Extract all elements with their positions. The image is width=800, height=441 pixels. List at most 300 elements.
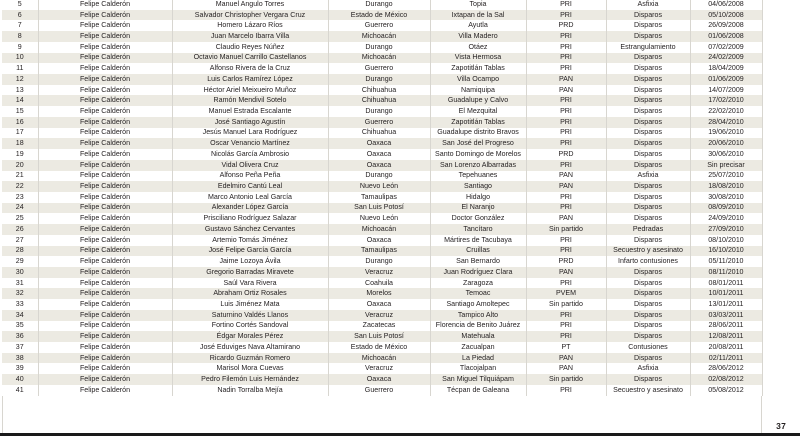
table-row: [2, 374, 762, 385]
table-row: [2, 363, 762, 374]
cell-party: PRI: [526, 160, 606, 171]
cell-date: 25/07/2010: [690, 171, 762, 182]
cell-date: 08/01/2011: [690, 278, 762, 289]
cell-date: 05/11/2010: [690, 256, 762, 267]
cell-municipality: Tancítaro: [430, 224, 526, 235]
cell-state: Durango: [328, 106, 430, 117]
cell-president: Felipe Calderón: [38, 20, 172, 31]
cell-state: Oaxaca: [328, 138, 430, 149]
cell-president: Felipe Calderón: [38, 63, 172, 74]
cell-state: Oaxaca: [328, 374, 430, 385]
table-row: [2, 256, 762, 267]
cell-president: Felipe Calderón: [38, 128, 172, 139]
cell-date: 05/08/2012: [690, 385, 762, 396]
cell-date: 19/06/2010: [690, 128, 762, 139]
cell-state: Veracruz: [328, 363, 430, 374]
cell-president: Felipe Calderón: [38, 310, 172, 321]
cell-victim-name: Saturnino Valdés Llanos: [172, 310, 328, 321]
cell-victim-name: José Felipe García García: [172, 246, 328, 257]
cell-president: Felipe Calderón: [38, 331, 172, 342]
cell-municipality: Tampico Alto: [430, 310, 526, 321]
cell-row-number: 9: [2, 42, 38, 53]
cell-row-number: 16: [2, 117, 38, 128]
cell-row-number: 36: [2, 331, 38, 342]
cell-party: PAN: [526, 267, 606, 278]
cell-party: PRI: [526, 192, 606, 203]
cell-date: 28/04/2010: [690, 117, 762, 128]
cell-victim-name: José Santiago Agustín: [172, 117, 328, 128]
cell-row-number: 18: [2, 138, 38, 149]
cell-cause-of-death: Disparos: [606, 321, 690, 332]
cell-victim-name: Nadin Torralba Mejía: [172, 385, 328, 396]
cell-row-number: 41: [2, 385, 38, 396]
table-row: [2, 95, 762, 106]
homicides-data-table: [2, 0, 763, 396]
cell-row-number: 33: [2, 299, 38, 310]
cell-date: 13/01/2011: [690, 299, 762, 310]
cell-president: Felipe Calderón: [38, 181, 172, 192]
cell-party: PRI: [526, 95, 606, 106]
cell-row-number: 40: [2, 374, 38, 385]
cell-cause-of-death: Disparos: [606, 53, 690, 64]
cell-victim-name: Octavio Manuel Carrillo Castellanos: [172, 53, 328, 64]
cell-row-number: 38: [2, 353, 38, 364]
cell-date: 26/09/2008: [690, 20, 762, 31]
cell-date: 30/06/2010: [690, 149, 762, 160]
cell-cause-of-death: Disparos: [606, 310, 690, 321]
table-row: [2, 181, 762, 192]
cell-president: Felipe Calderón: [38, 224, 172, 235]
cell-row-number: 17: [2, 128, 38, 139]
cell-municipality: Zapotitlán Tablas: [430, 117, 526, 128]
table-row: [2, 10, 762, 21]
table-row: [2, 128, 762, 139]
cell-state: Durango: [328, 42, 430, 53]
cell-date: 30/08/2010: [690, 192, 762, 203]
cell-party: PRI: [526, 203, 606, 214]
cell-municipality: Villa Ocampo: [430, 74, 526, 85]
cell-municipality: Vista Hermosa: [430, 53, 526, 64]
cell-cause-of-death: Disparos: [606, 192, 690, 203]
cell-party: PRI: [526, 63, 606, 74]
cell-date: 18/04/2009: [690, 63, 762, 74]
cell-date: 08/09/2010: [690, 203, 762, 214]
cell-victim-name: Alfonso Peña Peña: [172, 171, 328, 182]
cell-party: PRI: [526, 385, 606, 396]
cell-state: Oaxaca: [328, 149, 430, 160]
cell-victim-name: Ramón Mendivil Sotelo: [172, 95, 328, 106]
cell-victim-name: Artemio Tomás Jiménez: [172, 235, 328, 246]
cell-victim-name: Salvador Christopher Vergara Cruz: [172, 10, 328, 21]
cell-row-number: 19: [2, 149, 38, 160]
cell-party: PVEM: [526, 288, 606, 299]
cell-cause-of-death: Disparos: [606, 74, 690, 85]
cell-president: Felipe Calderón: [38, 385, 172, 396]
cell-state: Tamaulipas: [328, 246, 430, 257]
cell-municipality: Villa Madero: [430, 31, 526, 42]
cell-municipality: Tlacojalpan: [430, 363, 526, 374]
cell-party: PAN: [526, 213, 606, 224]
cell-state: Oaxaca: [328, 235, 430, 246]
cell-party: PRD: [526, 149, 606, 160]
cell-row-number: 34: [2, 310, 38, 321]
cell-municipality: San Miguel Tilquiápam: [430, 374, 526, 385]
cell-date: 16/10/2010: [690, 246, 762, 257]
cell-cause-of-death: Disparos: [606, 353, 690, 364]
cell-row-number: 27: [2, 235, 38, 246]
cell-state: Veracruz: [328, 267, 430, 278]
table-row: [2, 53, 762, 64]
cell-cause-of-death: Estrangulamiento: [606, 42, 690, 53]
cell-cause-of-death: Disparos: [606, 95, 690, 106]
page-bottom-rule: [0, 433, 800, 436]
cell-date: 27/09/2010: [690, 224, 762, 235]
cell-victim-name: Jaime Lozoya Ávila: [172, 256, 328, 267]
table-row: [2, 0, 762, 10]
cell-municipality: Topia: [430, 0, 526, 10]
cell-victim-name: Jesús Manuel Lara Rodríguez: [172, 128, 328, 139]
cell-date: 24/09/2010: [690, 213, 762, 224]
table-row: [2, 235, 762, 246]
cell-state: Durango: [328, 171, 430, 182]
cell-row-number: 32: [2, 288, 38, 299]
cell-president: Felipe Calderón: [38, 299, 172, 310]
cell-date: 18/08/2010: [690, 181, 762, 192]
cell-date: 03/03/2011: [690, 310, 762, 321]
cell-victim-name: Saúl Vara Rivera: [172, 278, 328, 289]
cell-state: Guerrero: [328, 117, 430, 128]
cell-cause-of-death: Disparos: [606, 203, 690, 214]
cell-cause-of-death: Disparos: [606, 267, 690, 278]
cell-state: Michoacán: [328, 53, 430, 64]
cell-party: PRI: [526, 235, 606, 246]
cell-date: 08/10/2010: [690, 235, 762, 246]
cell-president: Felipe Calderón: [38, 31, 172, 42]
cell-date: 07/02/2009: [690, 42, 762, 53]
table-row: [2, 138, 762, 149]
cell-state: Chihuahua: [328, 85, 430, 96]
cell-date: 02/08/2012: [690, 374, 762, 385]
cell-date: 28/06/2012: [690, 363, 762, 374]
cell-municipality: Santiago Amoltepec: [430, 299, 526, 310]
cell-state: Guerrero: [328, 385, 430, 396]
table-row: [2, 353, 762, 364]
cell-president: Felipe Calderón: [38, 95, 172, 106]
cell-cause-of-death: Disparos: [606, 63, 690, 74]
cell-municipality: Juan Rodríguez Clara: [430, 267, 526, 278]
table-row: [2, 342, 762, 353]
cell-row-number: 28: [2, 246, 38, 257]
cell-municipality: Cruillas: [430, 246, 526, 257]
cell-cause-of-death: Disparos: [606, 181, 690, 192]
cell-row-number: 11: [2, 63, 38, 74]
cell-party: PRI: [526, 138, 606, 149]
table-row: [2, 246, 762, 257]
cell-row-number: 24: [2, 203, 38, 214]
cell-date: 28/06/2011: [690, 321, 762, 332]
cell-row-number: 14: [2, 95, 38, 106]
cell-president: Felipe Calderón: [38, 160, 172, 171]
table-row: [2, 192, 762, 203]
cell-state: Veracruz: [328, 310, 430, 321]
cell-cause-of-death: Disparos: [606, 213, 690, 224]
cell-date: 01/06/2008: [690, 31, 762, 42]
cell-date: 24/02/2009: [690, 53, 762, 64]
cell-cause-of-death: Disparos: [606, 10, 690, 21]
cell-victim-name: Édgar Morales Pérez: [172, 331, 328, 342]
cell-municipality: Matehuala: [430, 331, 526, 342]
cell-victim-name: Ricardo Guzmán Romero: [172, 353, 328, 364]
table-row: [2, 160, 762, 171]
table-row: [2, 288, 762, 299]
table-row: [2, 31, 762, 42]
cell-president: Felipe Calderón: [38, 321, 172, 332]
cell-party: PRI: [526, 128, 606, 139]
cell-date: 14/07/2009: [690, 85, 762, 96]
cell-date: Sin precisar: [690, 160, 762, 171]
cell-municipality: Guadalupe y Calvo: [430, 95, 526, 106]
cell-state: Estado de México: [328, 10, 430, 21]
cell-municipality: San Lorenzo Albarradas: [430, 160, 526, 171]
cell-president: Felipe Calderón: [38, 278, 172, 289]
cell-party: PRI: [526, 42, 606, 53]
cell-row-number: 7: [2, 20, 38, 31]
cell-municipality: Otáez: [430, 42, 526, 53]
cell-victim-name: Fortino Cortés Sandoval: [172, 321, 328, 332]
cell-municipality: Zacualpan: [430, 342, 526, 353]
cell-row-number: 37: [2, 342, 38, 353]
cell-row-number: 12: [2, 74, 38, 85]
cell-municipality: El Mezquital: [430, 106, 526, 117]
cell-row-number: 31: [2, 278, 38, 289]
cell-victim-name: Oscar Venancio Martínez: [172, 138, 328, 149]
cell-municipality: Zaragoza: [430, 278, 526, 289]
cell-cause-of-death: Disparos: [606, 31, 690, 42]
cell-municipality: Hidalgo: [430, 192, 526, 203]
cell-president: Felipe Calderón: [38, 42, 172, 53]
cell-president: Felipe Calderón: [38, 374, 172, 385]
cell-president: Felipe Calderón: [38, 192, 172, 203]
table-row: [2, 117, 762, 128]
cell-victim-name: Héctor Ariel Meixueiro Muñoz: [172, 85, 328, 96]
cell-president: Felipe Calderón: [38, 203, 172, 214]
cell-president: Felipe Calderón: [38, 149, 172, 160]
cell-cause-of-death: Disparos: [606, 138, 690, 149]
cell-president: Felipe Calderón: [38, 246, 172, 257]
cell-date: 10/01/2011: [690, 288, 762, 299]
cell-state: Durango: [328, 74, 430, 85]
cell-party: Sin partido: [526, 299, 606, 310]
cell-municipality: Zapotitlán Tablas: [430, 63, 526, 74]
cell-row-number: 21: [2, 171, 38, 182]
cell-party: PRI: [526, 53, 606, 64]
cell-victim-name: Vidal Olivera Cruz: [172, 160, 328, 171]
cell-victim-name: Alfonso Rivera de la Cruz: [172, 63, 328, 74]
cell-president: Felipe Calderón: [38, 0, 172, 10]
cell-president: Felipe Calderón: [38, 53, 172, 64]
cell-state: Chihuahua: [328, 95, 430, 106]
cell-party: Sin partido: [526, 224, 606, 235]
cell-party: PAN: [526, 74, 606, 85]
cell-president: Felipe Calderón: [38, 117, 172, 128]
cell-state: San Luis Potosí: [328, 203, 430, 214]
cell-row-number: 29: [2, 256, 38, 267]
table-row: [2, 267, 762, 278]
cell-municipality: Tepehuanes: [430, 171, 526, 182]
cell-date: 20/06/2010: [690, 138, 762, 149]
cell-party: PRI: [526, 321, 606, 332]
cell-party: PAN: [526, 181, 606, 192]
cell-state: Michoacán: [328, 224, 430, 235]
cell-party: PRI: [526, 31, 606, 42]
cell-victim-name: Luis Jiménez Mata: [172, 299, 328, 310]
cell-president: Felipe Calderón: [38, 106, 172, 117]
cell-municipality: Santiago: [430, 181, 526, 192]
cell-party: PT: [526, 342, 606, 353]
cell-municipality: Doctor González: [430, 213, 526, 224]
cell-president: Felipe Calderón: [38, 267, 172, 278]
table-row: [2, 203, 762, 214]
cell-municipality: San José del Progreso: [430, 138, 526, 149]
table-row: [2, 42, 762, 53]
cell-president: Felipe Calderón: [38, 256, 172, 267]
page-number: 37: [776, 421, 786, 431]
cell-cause-of-death: Pedradas: [606, 224, 690, 235]
cell-cause-of-death: Disparos: [606, 106, 690, 117]
cell-state: Chihuahua: [328, 128, 430, 139]
cell-row-number: 8: [2, 31, 38, 42]
cell-victim-name: José Eduviges Nava Altamirano: [172, 342, 328, 353]
cell-party: PRI: [526, 246, 606, 257]
cell-party: PRD: [526, 256, 606, 267]
cell-cause-of-death: Disparos: [606, 160, 690, 171]
cell-cause-of-death: Disparos: [606, 235, 690, 246]
cell-cause-of-death: Disparos: [606, 128, 690, 139]
cell-victim-name: Juan Marcelo Ibarra Villa: [172, 31, 328, 42]
cell-cause-of-death: Disparos: [606, 299, 690, 310]
cell-cause-of-death: Asfixia: [606, 171, 690, 182]
cell-municipality: Ayutla: [430, 20, 526, 31]
cell-cause-of-death: Disparos: [606, 85, 690, 96]
table-row: [2, 213, 762, 224]
cell-victim-name: Claudio Reyes Núñez: [172, 42, 328, 53]
cell-municipality: Guadalupe distrito Bravos: [430, 128, 526, 139]
cell-state: Michoacán: [328, 31, 430, 42]
cell-row-number: 35: [2, 321, 38, 332]
cell-victim-name: Edelmiro Cantú Leal: [172, 181, 328, 192]
table-row: [2, 321, 762, 332]
table-row: [2, 299, 762, 310]
cell-row-number: 5: [2, 0, 38, 10]
cell-cause-of-death: Disparos: [606, 331, 690, 342]
cell-cause-of-death: Asfixia: [606, 363, 690, 374]
table-body: [2, 0, 762, 396]
table-row: [2, 171, 762, 182]
cell-cause-of-death: Disparos: [606, 20, 690, 31]
cell-state: Nuevo León: [328, 181, 430, 192]
cell-party: PAN: [526, 363, 606, 374]
cell-row-number: 13: [2, 85, 38, 96]
cell-party: PRI: [526, 0, 606, 10]
cell-victim-name: Gustavo Sánchez Cervantes: [172, 224, 328, 235]
cell-president: Felipe Calderón: [38, 235, 172, 246]
cell-state: Zacatecas: [328, 321, 430, 332]
cell-municipality: Temoac: [430, 288, 526, 299]
cell-municipality: Florencia de Benito Juárez: [430, 321, 526, 332]
cell-victim-name: Marco Antonio Leal García: [172, 192, 328, 203]
cell-party: PRI: [526, 310, 606, 321]
cell-victim-name: Marisol Mora Cuevas: [172, 363, 328, 374]
table-row: [2, 20, 762, 31]
cell-cause-of-death: Disparos: [606, 374, 690, 385]
cell-row-number: 15: [2, 106, 38, 117]
cell-president: Felipe Calderón: [38, 74, 172, 85]
cell-president: Felipe Calderón: [38, 288, 172, 299]
page-bottom-rule-highlight: [0, 437, 800, 438]
cell-party: PAN: [526, 353, 606, 364]
cell-president: Felipe Calderón: [38, 171, 172, 182]
cell-cause-of-death: Infarto contusiones: [606, 256, 690, 267]
cell-victim-name: Luis Carlos Ramírez López: [172, 74, 328, 85]
cell-municipality: Namiquipa: [430, 85, 526, 96]
cell-state: Nuevo León: [328, 213, 430, 224]
cell-date: 01/06/2009: [690, 74, 762, 85]
cell-cause-of-death: Disparos: [606, 278, 690, 289]
cell-cause-of-death: Asfixia: [606, 0, 690, 10]
cell-party: PRI: [526, 10, 606, 21]
cell-president: Felipe Calderón: [38, 353, 172, 364]
cell-victim-name: Manuel Estrada Escalante: [172, 106, 328, 117]
cell-state: Tamaulipas: [328, 192, 430, 203]
cell-date: 05/10/2008: [690, 10, 762, 21]
cell-party: PAN: [526, 85, 606, 96]
cell-row-number: 30: [2, 267, 38, 278]
cell-victim-name: Manuel Angulo Torres: [172, 0, 328, 10]
cell-cause-of-death: Secuestro y asesinato: [606, 385, 690, 396]
cell-state: Oaxaca: [328, 299, 430, 310]
cell-president: Felipe Calderón: [38, 342, 172, 353]
cell-party: PRI: [526, 106, 606, 117]
cell-president: Felipe Calderón: [38, 85, 172, 96]
table-row: [2, 149, 762, 160]
cell-row-number: 26: [2, 224, 38, 235]
table-row: [2, 63, 762, 74]
cell-state: Guerrero: [328, 20, 430, 31]
cell-state: Guerrero: [328, 63, 430, 74]
cell-cause-of-death: Disparos: [606, 288, 690, 299]
cell-party: PRD: [526, 20, 606, 31]
cell-president: Felipe Calderón: [38, 138, 172, 149]
cell-municipality: La Piedad: [430, 353, 526, 364]
cell-victim-name: Alexander López García: [172, 203, 328, 214]
cell-state: Durango: [328, 256, 430, 267]
cell-date: 02/11/2011: [690, 353, 762, 364]
cell-victim-name: Homero Lázaro Ríos: [172, 20, 328, 31]
cell-party: PRI: [526, 331, 606, 342]
cell-municipality: El Naranjo: [430, 203, 526, 214]
cell-row-number: 6: [2, 10, 38, 21]
cell-party: PAN: [526, 171, 606, 182]
cell-row-number: 25: [2, 213, 38, 224]
table-row: [2, 310, 762, 321]
cell-date: 17/02/2010: [690, 95, 762, 106]
cell-row-number: 22: [2, 181, 38, 192]
table-row: [2, 85, 762, 96]
cell-president: Felipe Calderón: [38, 10, 172, 21]
cell-party: PRI: [526, 117, 606, 128]
cell-date: 22/02/2010: [690, 106, 762, 117]
cell-municipality: Santo Domingo de Morelos: [430, 149, 526, 160]
